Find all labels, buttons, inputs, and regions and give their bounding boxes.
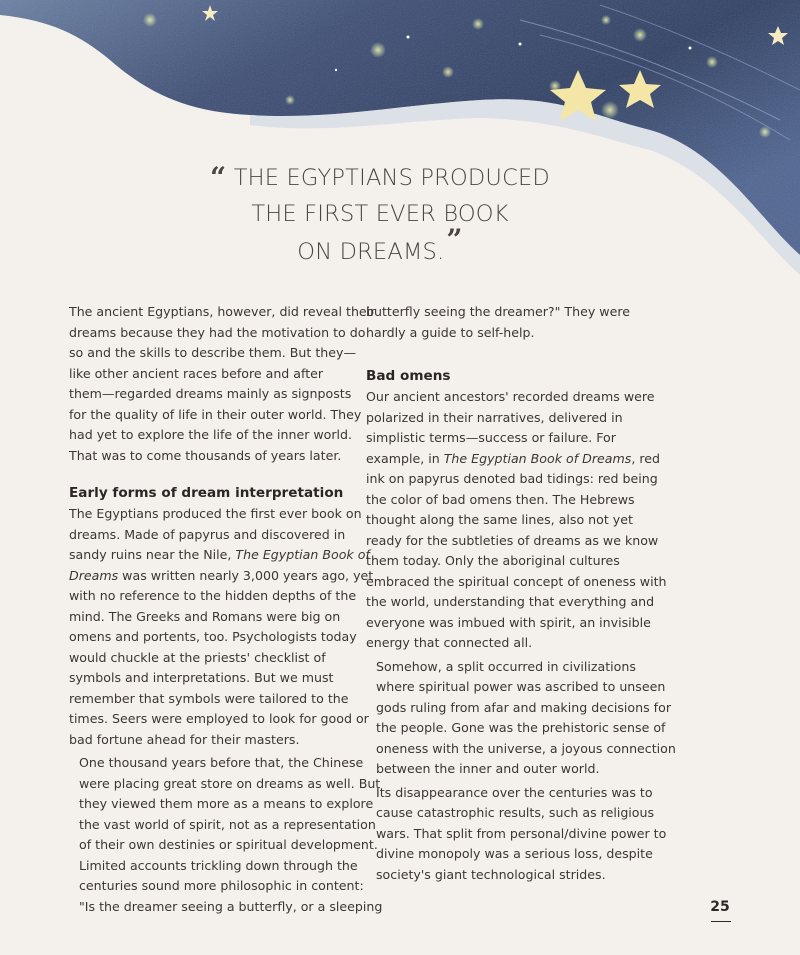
section-heading: Early forms of dream interpretation [69,485,344,501]
continued-paragraph: butterfly seeing the dreamer?" They were hardly a guide to self-help. [366,304,630,340]
pull-quote-line-2: THE FIRST EVER BOOK [251,201,509,227]
intro-paragraph: The ancient Egyptians, however, did reveal their dreams because they had the motivation to do so and the skills to describe them. But they— like other ancient races before and after them—regarded dreams mainly as signposts for the quality of life in their outer world. They had yet to explore the life of the inner world. That was to come thousands of years later. [69,304,376,463]
body-paragraph: The Egyptians produced the first ever book on dreams. Made of papyrus and discovered in sandy ruins near the Nile, The Egyptian Book of Dreams was written nearly 3,000 years ago, yet with no reference to the hidden depths of the mind. The Greeks and Romans were big on omens and portents, too. Psychologists today would chuckle at the priests' checklist of symbols and interpretations. But we must remember that symbols were tailored to the times. Seers were employed to look for good or bad fortune ahead for their masters. [69,506,374,747]
body-paragraph: Somehow, a split occurred in civilizations where spiritual power was ascribed to unseen gods ruling from afar and making decisions for the people. Gone was the prehistoric sense of oneness with the universe, a joyous connection between the inner and outer world. [376,658,676,776]
pull-quote-line-3: ON DREAMS.” [297,223,463,265]
book-title: The Egyptian Book of Dreams [443,450,632,466]
open-quote-mark: “ [210,161,227,194]
pull-quote-line-1: “ THE EGYPTIANS PRODUCED [210,161,550,194]
page-number-underline [711,921,731,922]
body-paragraph: Our ancient ancestors' recorded dreams were polarized in their narratives, delivered in simplistic terms—success or failure. For example, in The Egyptian Book of Dreams, red ink on papyrus denoted bad tidings: red being the color of bad omens then. The Hebrews thought along the same lines, also not yet ready for the subtleties of dreams as we know them today. Only the aboriginal cultures embraced the spiritual concept of oneness with the world, understanding that everything and everyone was imbued with spirit, an invisible energy that connected all. [366,389,667,650]
page-number: 25 [710,899,730,915]
book-title: The Egyptian Book of [235,547,370,562]
right-column [366,302,676,885]
body-paragraph: Its disappearance over the centuries was to cause catastrophic results, such as religious wars. That split from personal/divine power to divine monopoly was a serious loss, despite society's giant technological strides. [376,784,667,882]
section-heading: Bad omens [366,368,451,384]
book-title: Dreams [69,567,119,583]
close-quote-mark: ” [446,223,463,256]
left-column [69,302,383,917]
body-paragraph: One thousand years before that, the Chinese were placing great store on dreams as well. But they viewed them more as a means to explore the vast world of spirit, not as a representation of their own destinies or spiritual development. Limited accounts trickling down through the centuries sound more philosophic in content: "Is the dreamer seeing a butterfly, or a sleeping [79,755,383,914]
pull-quote [150,158,610,270]
